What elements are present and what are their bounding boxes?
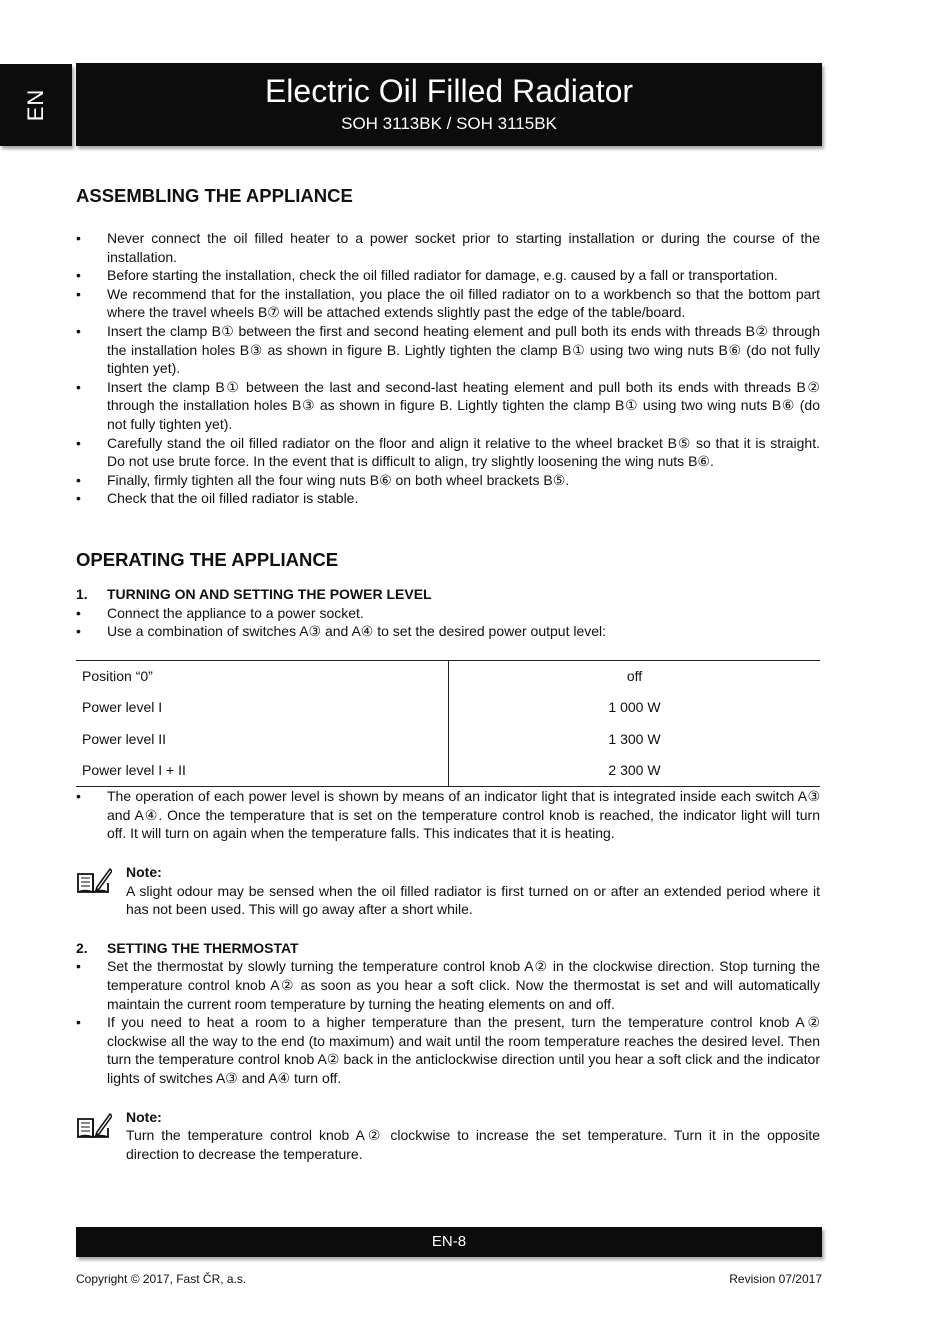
language-label: EN bbox=[23, 88, 48, 122]
note-title: Note: bbox=[126, 864, 162, 881]
operating-heading: OPERATING THE APPLIANCE bbox=[76, 548, 339, 570]
note-text: Turn the temperature control knob A② clockwise to increase the set temperature. Turn it in the opposite direction to decrease the temperature. bbox=[126, 1127, 820, 1162]
step-1-number: 1. bbox=[76, 585, 88, 602]
power-value: 2 300 W bbox=[449, 755, 821, 787]
page-number: EN-8 bbox=[431, 1233, 467, 1250]
list-item: • Carefully stand the oil filled radiator on the floor and align it relative to the wheel bracket B⑤ so that it is straight. Do not use brute force. In the event that is difficult to align, try slightly loosening the wing nuts B⑥. bbox=[76, 434, 820, 471]
list-item: • Insert the clamp B① between the last and second-last heating element and pull both its ends with threads B② through the installation holes B③ as shown in figure B. Lightly tighten the clamp B① using two wing nuts B⑥ (do not fully tighten yet). bbox=[76, 378, 820, 434]
manual-content bbox=[76, 184, 820, 1163]
list-item: • Connect the appliance to a power socket. bbox=[76, 604, 820, 623]
table-row bbox=[76, 723, 820, 754]
note-odour bbox=[76, 863, 820, 919]
assembling-heading: ASSEMBLING THE APPLIANCE bbox=[76, 185, 353, 206]
list-item: • Insert the clamp B① between the first and second heating element and pull both its ends with threads B② through the installation holes B③ as shown in figure B. Lightly tighten the clamp B① using two wing nuts B⑥ (do not fully tighten yet). bbox=[76, 322, 820, 378]
note-knob bbox=[76, 1108, 820, 1164]
table-row bbox=[76, 692, 820, 723]
power-value: off bbox=[449, 660, 821, 692]
copyright: Copyright © 2017, Fast ČR, a.s. bbox=[76, 1272, 247, 1286]
power-value: 1 300 W bbox=[449, 723, 821, 754]
list-item: • We recommend that for the installation, you place the oil filled radiator on to a workbench so that the bottom part where the travel wheels B⑦ will be attached extends slightly past the edge of the table/board. bbox=[76, 285, 820, 322]
step-2-list bbox=[76, 957, 820, 1087]
list-item: • Set the thermostat by slowly turning the temperature control knob A② in the clockwise direction. Stop turning the temperature control knob A② as soon as you hear a soft click. Now the thermostat is set and will automatically maintain the current room temperature by turning the heating elements on and off. bbox=[76, 957, 820, 1013]
language-tab bbox=[0, 64, 72, 146]
note-text: A slight odour may be sensed when the oil filled radiator is first turned on or after an extended period where it has not been used. This will go away after a short while. bbox=[126, 882, 820, 918]
power-label: Position “0” bbox=[82, 668, 153, 685]
list-item: • Never connect the oil filled heater to a power socket prior to starting installation or during the course of the installation. bbox=[76, 229, 820, 266]
step-2-number: 2. bbox=[76, 939, 88, 956]
page-title: Electric Oil Filled Radiator bbox=[264, 73, 634, 109]
power-label: Power level I + II bbox=[82, 762, 186, 779]
revision: Revision 07/2017 bbox=[729, 1272, 822, 1286]
page-footer bbox=[76, 1227, 822, 1257]
indicator-list bbox=[76, 787, 820, 843]
page-header bbox=[76, 63, 822, 146]
note-title: Note: bbox=[126, 1108, 162, 1125]
list-item: • Before starting the installation, check the oil filled radiator for damage, e.g. caused by a fall or transportation. bbox=[76, 266, 820, 285]
list-item: • Finally, firmly tighten all the four wing nuts B⑥ on both wheel brackets B⑤. bbox=[76, 471, 820, 490]
power-label: Power level I bbox=[82, 699, 163, 716]
power-level-table bbox=[76, 660, 820, 788]
list-item: • Check that the oil filled radiator is stable. bbox=[76, 489, 820, 508]
assembling-list bbox=[76, 229, 820, 508]
step-2-label: SETTING THE THERMOSTAT bbox=[107, 939, 299, 956]
power-value: 1 000 W bbox=[449, 692, 821, 723]
open-book-pen-icon bbox=[76, 865, 112, 895]
list-item: • The operation of each power level is shown by means of an indicator light that is integrated inside each switch A③ and A④. Once the temperature that is set on the temperature control knob is reached, the indicator light will turn off. It will turn on again when the temperature falls. This indicates that it is heating. bbox=[76, 787, 820, 843]
list-item: • Use a combination of switches A③ and A④ to set the desired power output level: bbox=[76, 622, 820, 641]
table-row bbox=[76, 755, 820, 787]
model-numbers: SOH 3113BK / SOH 3115BK bbox=[341, 114, 557, 133]
table-row bbox=[76, 660, 820, 692]
step-1-label: TURNING ON AND SETTING THE POWER LEVEL bbox=[107, 585, 432, 602]
list-item: • If you need to heat a room to a higher temperature than the present, turn the temperature control knob A② clockwise all the way to the end (to maximum) and wait until the room temperature reaches the desired level. Then turn the temperature control knob A② back in the anticlockwise direction until you hear a soft click and the indicator lights of switches A③ and A④ turn off. bbox=[76, 1013, 820, 1087]
step-1-list bbox=[76, 604, 820, 641]
open-book-pen-icon bbox=[76, 1110, 112, 1140]
power-label: Power level II bbox=[82, 730, 167, 747]
step-2-title bbox=[76, 939, 820, 958]
step-1-title bbox=[76, 585, 820, 604]
